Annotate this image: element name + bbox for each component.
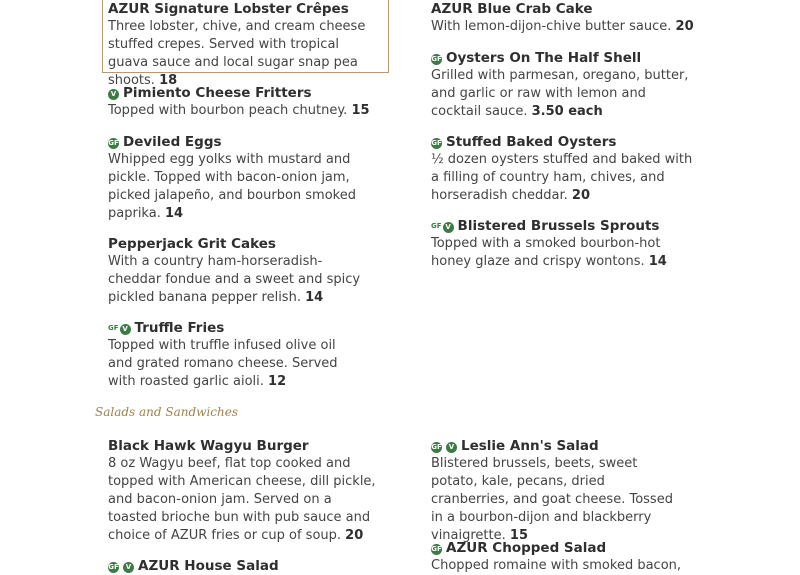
menu-item	[431, 437, 686, 545]
gluten-free-text-icon: GF	[431, 222, 442, 230]
gluten-free-icon: GF	[431, 139, 442, 147]
section-heading-salads: Salads and Sandwiches	[95, 405, 239, 419]
gluten-free-icon: GF	[431, 55, 442, 63]
menu-item	[108, 235, 368, 307]
menu-item-description: Topped with truffle infused olive oil and grated romano cheese. Served with roasted garlic aioli. 12	[108, 338, 338, 389]
menu-item-price: 20	[675, 19, 694, 34]
menu-item	[108, 84, 408, 120]
menu-item	[108, 437, 376, 545]
gluten-free-text-icon: GF	[108, 324, 119, 332]
menu-item-description: 8 oz Wagyu beef, flat top cooked and topped with American cheese, dill pickle, and bacon-onion jam. Served on a toasted brioche bun with pub sauce and choice of AZUR fries or cup of soup. 20	[108, 456, 376, 543]
menu-item-title: V Pimiento Cheese Fritters	[108, 84, 408, 102]
menu-item-description: Three lobster, chive, and cream cheese stuffed crepes. Served with tropical guava sauce and local sugar snap pea shoots. 18	[108, 19, 366, 88]
menu-item-description: Grilled with parmesan, oregano, butter, and garlic or raw with lemon and cocktail sauce. 3.50 each	[431, 68, 689, 119]
menu-item	[108, 319, 358, 391]
gluten-free-icon: GF	[108, 139, 119, 147]
gluten-free-icon: GF	[431, 545, 442, 553]
menu-item-price: 15	[509, 528, 528, 543]
menu-item-title: GF V Leslie Ann's Salad	[431, 438, 599, 454]
menu-item-title: AZUR Signature Lobster Crêpes	[108, 1, 349, 17]
menu-item-description: ½ dozen oysters stuffed and baked with a filling of country ham, chives, and horseradish cheddar. 20	[431, 152, 693, 203]
menu-item-price: 12	[268, 374, 287, 389]
menu-item-title: GF V Truffle Fries	[108, 320, 225, 336]
menu-item-title: Black Hawk Wagyu Burger	[108, 438, 309, 454]
menu-item-description: Chopped romaine with smoked bacon,	[431, 558, 682, 573]
menu-item	[431, 217, 701, 271]
menu-item-price: 20	[571, 188, 591, 203]
gluten-free-icon: GF	[431, 443, 442, 451]
menu-item-title: GF Deviled Eggs	[108, 134, 222, 150]
menu-item-price: 14	[164, 206, 184, 221]
menu-item-description: With lemon-dijon-chive butter sauce. 20	[431, 19, 694, 34]
menu-item-price: 20	[345, 528, 364, 543]
menu-item-title: GF V AZUR House Salad	[108, 558, 279, 574]
menu-item-title: GF V Blistered Brussels Sprouts	[431, 218, 660, 234]
menu-item-description: Whipped egg yolks with mustard and pickle. Topped with bacon-onion jam, picked jalapeño, and bourbon smoked paprika. 14	[108, 152, 356, 221]
menu-item-price: 3.50 each	[531, 104, 603, 119]
menu-item-price: 14	[305, 290, 324, 305]
menu-item	[108, 0, 378, 90]
menu-item-description: Topped with bourbon peach chutney. 15	[108, 103, 370, 118]
menu-item-price: 18	[159, 73, 178, 88]
menu-item	[431, 0, 731, 36]
menu-item-description: Blistered brussels, beets, sweet potato, kale, pecans, dried cranberries, and goat cheese. Tossed in a bourbon-dijon and blackberry vinaigrette. 15	[431, 456, 673, 543]
vegetarian-icon: V	[446, 442, 457, 453]
menu-item	[431, 49, 691, 121]
vegetarian-icon: V	[120, 324, 131, 335]
menu-item	[108, 557, 408, 575]
menu-item-description: With a country ham-horseradish-cheddar fondue and a sweet and spicy pickled banana pepper relish. 14	[108, 254, 361, 305]
menu-item-title: GF Oysters On The Half Shell	[431, 50, 642, 66]
menu-item-title: GF AZUR Chopped Salad	[431, 540, 607, 556]
menu-item	[431, 539, 691, 575]
gluten-free-icon: GF	[108, 563, 119, 571]
menu-item-title: Pepperjack Grit Cakes	[108, 236, 276, 252]
menu-item	[108, 133, 373, 223]
menu-item-price: 14	[648, 254, 667, 269]
menu-item-price: 15	[351, 103, 370, 118]
menu-item-description: Topped with a smoked bourbon-hot honey glaze and crispy wontons. 14	[431, 236, 667, 269]
menu-item-title: AZUR Blue Crab Cake	[431, 1, 593, 17]
vegetarian-icon: V	[123, 562, 134, 573]
vegetarian-icon: V	[108, 89, 119, 100]
menu-item	[431, 133, 696, 205]
vegetarian-icon: V	[443, 222, 454, 233]
menu-item-title: GF Stuffed Baked Oysters	[431, 134, 617, 150]
